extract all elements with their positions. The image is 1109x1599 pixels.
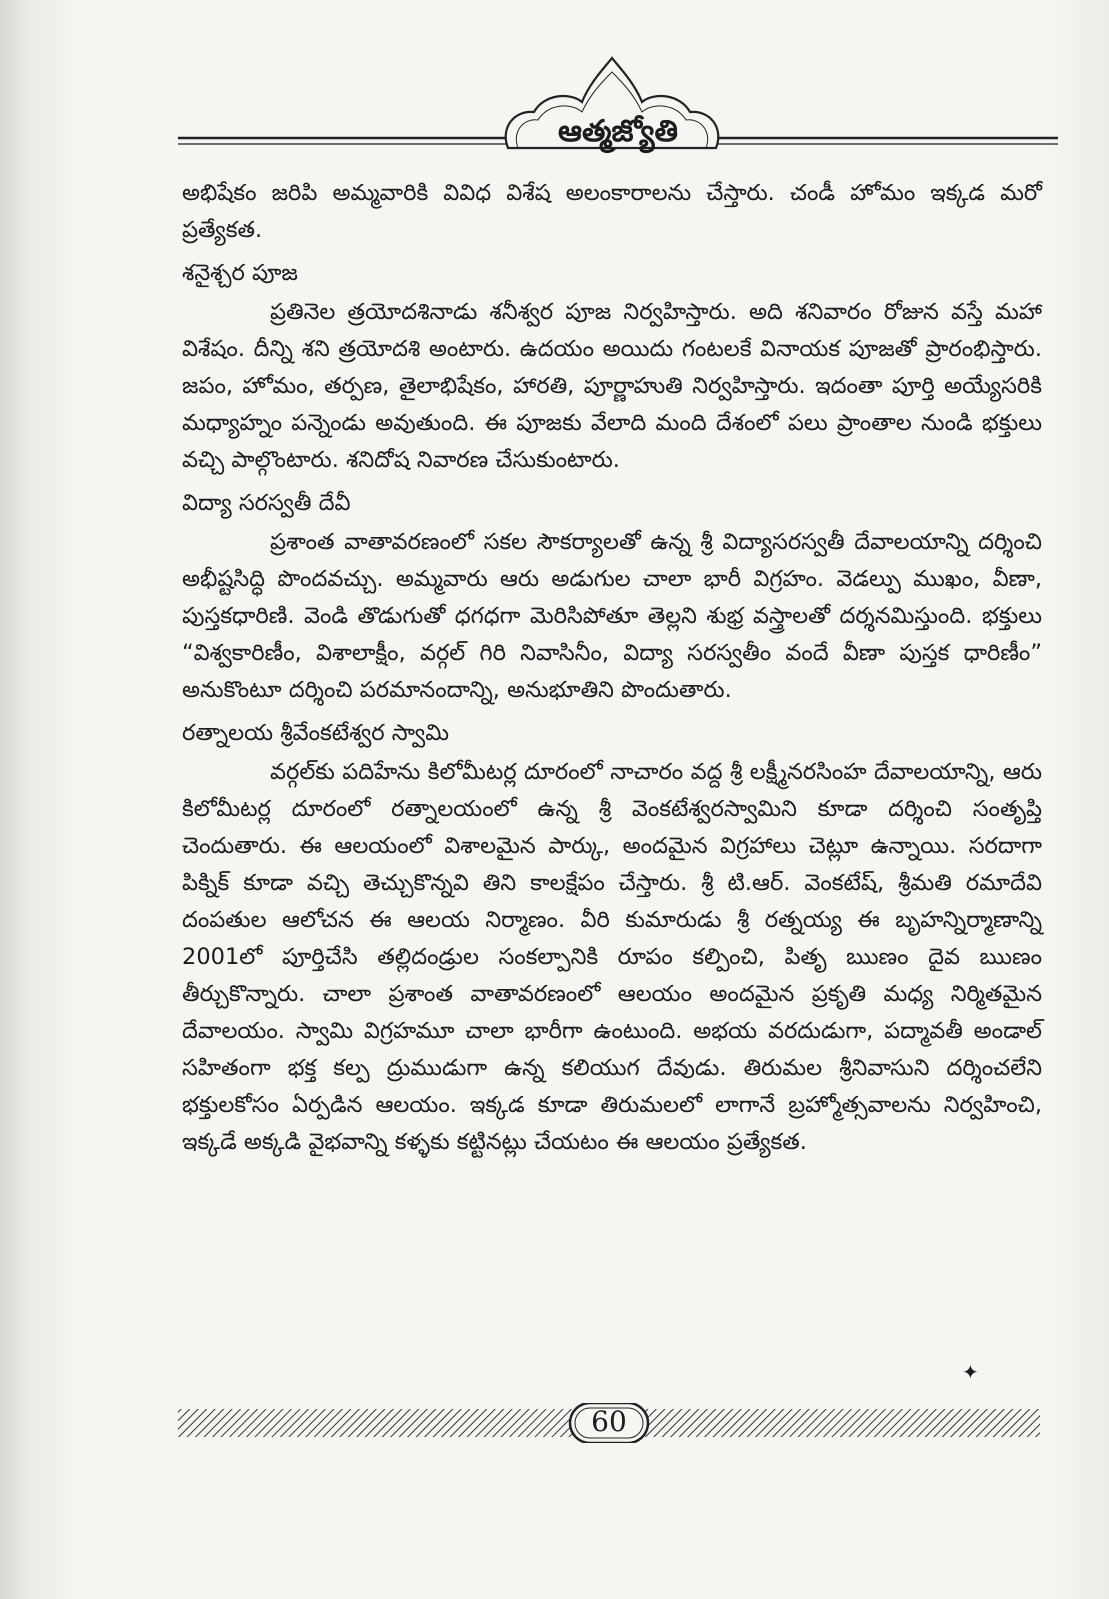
page-header xyxy=(178,52,1058,162)
section-heading: రత్నాలయ శ్రీవేంకటేశ్వర స్వామి xyxy=(182,720,450,746)
section-heading: విద్యా సరస్వతీ దేవీ xyxy=(182,490,351,516)
end-mark-icon: ✦ xyxy=(962,1360,979,1384)
header-title: ఆత్మజ్యోతి xyxy=(558,114,678,149)
page-footer xyxy=(178,1403,1040,1443)
page-content xyxy=(182,175,1042,1161)
page-number: 60 xyxy=(591,1405,627,1438)
paragraph: ప్రతినెల త్రయోదశినాడు శనీశ్వర పూజ నిర్వహిస్తారు. అది శనివారం రోజున వస్తే మహా విశేషం. దీన్ని శని త్రయోదశి అంటారు. ఉదయం అయిదు గంటలకే వినాయక పూజతో ప్రారంభిస్తారు. జపం, హోమం, తర్పణ, తైలాభిషేకం, హారతి, పూర్ణాహుతి నిర్వహిస్తారు. ఇదంతా పూర్తి అయ్యేసరికి మధ్యాహ్నం పన్నెండు అవుతుంది. ఈ పూజకు వేలాది మంది దేశంలో పలు ప్రాంతాల నుండి భక్తులు వచ్చి పాల్గొంటారు. శనిదోష నివారణ చేసుకుంటారు. xyxy=(182,299,1042,473)
paragraph: ప్రశాంత వాతావరణంలో సకల సౌకర్యాలతో ఉన్న శ్రీ విద్యాసరస్వతీ దేవాలయాన్ని దర్శించి అభీష్టసిద్ధి పొందవచ్చు. అమ్మవారు ఆరు అడుగుల చాలా భారీ విగ్రహం. వెడల్పు ముఖం, వీణా, పుస్తకధారిణి. వెండి తొడుగుతో ధగధగా మెరిసిపోతూ తెల్లని శుభ్ర వస్త్రాలతో దర్శనమిస్తుంది. భక్తులు “విశ్వకారిణీం, విశాలాక్షీం, వర్గల్ గిరి నివాసినీం, విద్యా సరస్వతీం వందే వీణా పుస్తక ధారిణీం” అనుకొంటూ దర్శించి పరమానందాన్ని, అనుభూతిని పొందుతారు. xyxy=(182,529,1042,703)
paragraph: అభిషేకం జరిపి అమ్మవారికి వివిధ విశేష అలంకారాలను చేస్తారు. చండీ హోమం ఇక్కడ మరో ప్రత్యేకత. xyxy=(182,180,1042,243)
paragraph: వర్గల్‌కు పదిహేను కిలోమీటర్ల దూరంలో నాచారం వద్ద శ్రీ లక్ష్మీనరసింహ దేవాలయాన్ని, ఆరు కిలోమీటర్ల దూరంలో రత్నాలయంలో ఉన్న శ్రీ వెంకటేశ్వరస్వామిని కూడా దర్శించి సంతృప్తి చెందుతారు. ఈ ఆలయంలో విశాలమైన పార్కు, అందమైన విగ్రహాలు చెట్లూ ఉన్నాయి. సరదాగా పిక్నిక్ కూడా వచ్చి తెచ్చుకొన్నవి తిని కాలక్షేపం చేస్తారు. శ్రీ టి.ఆర్. వెంకటేష్, శ్రీమతి రమాదేవి దంపతుల ఆలోచన ఈ ఆలయ నిర్మాణం. వీరి కుమారుడు శ్రీ రత్నయ్య ఈ బృహన్నిర్మాణాన్ని 2001లో పూర్తిచేసి తల్లిదండ్రుల సంకల్పానికి రూపం కల్పించి, పితృ ఋణం దైవ ఋణం తీర్చుకొన్నారు. చాలా ప్రశాంత వాతావరణంలో ఆలయం అందమైన ప్రకృతి మధ్య నిర్మితమైన దేవాలయం. స్వామి విగ్రహమూ చాలా భారీగా ఉంటుంది. అభయ వరదుడుగా, పద్మావతీ అండాల్ సహితంగా భక్త కల్ప ద్రుముడుగా ఉన్న కలియుగ దేవుడు. తిరుమల శ్రీనివాసుని దర్శించలేని భక్తులకోసం ఏర్పడిన ఆలయం. ఇక్కడ కూడా తిరుమలలో లాగానే బ్రహ్మోత్సవాలను నిర్వహించి, ఇక్కడే అక్కడి వైభవాన్ని కళ్ళకు కట్టినట్లు చేయటం ఈ ఆలయం ప్రత్యేకత. xyxy=(182,759,1042,1155)
section-heading: శనైశ్చర పూజ xyxy=(182,260,298,286)
